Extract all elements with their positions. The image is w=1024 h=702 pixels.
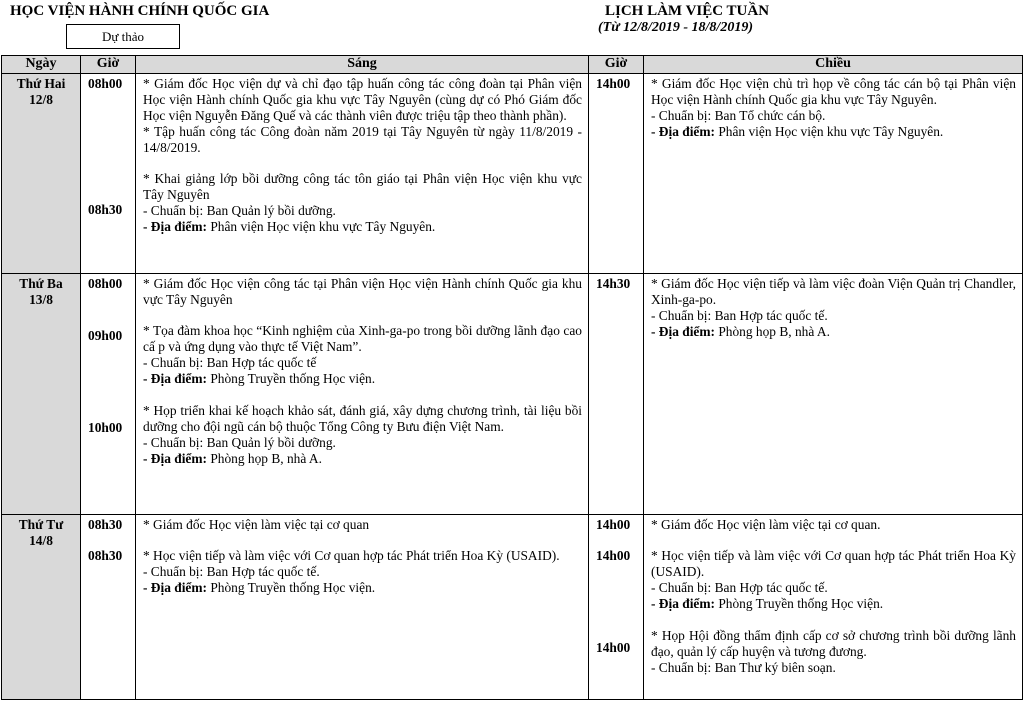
table-header-row xyxy=(2,56,1023,74)
activity-text: * Giám đốc Học viện làm việc tại cơ quan. xyxy=(651,517,881,532)
schedule-table xyxy=(1,55,1023,700)
time-label: 14h00 xyxy=(596,640,631,655)
activity-location: - Địa điểm: Phòng họp B, nhà A. xyxy=(651,324,830,339)
activity-text: * Giám đốc Học viện làm việc tại cơ quan xyxy=(143,517,370,532)
activity-text: * Giám đốc Học viện chủ trì họp về công tác cán bộ tại Phân viện Học viện Hành chính Quốc gia khu vực Tây Nguyên. xyxy=(651,76,1016,107)
time-label: 14h00 xyxy=(596,517,631,532)
day-name: Thứ Ba xyxy=(19,276,63,291)
activity-location: - Địa điểm: Phân viện Học viện khu vực Tây Nguyên. xyxy=(651,124,944,139)
activity-prep: - Chuẩn bị: Ban Thư ký biên soạn. xyxy=(651,660,836,675)
activity-prep: - Chuẩn bị: Ban Hợp tác quốc tế. xyxy=(143,564,320,579)
day-date: 14/8 xyxy=(29,533,53,548)
afternoon-times xyxy=(589,515,644,700)
table-row xyxy=(2,74,1023,274)
day-cell xyxy=(2,74,81,274)
table-row xyxy=(2,274,1023,515)
table-row xyxy=(2,515,1023,700)
afternoon-times xyxy=(589,74,644,274)
draft-label-box: Dự thảo xyxy=(66,24,180,49)
activity-location: - Địa điểm: Phòng Truyền thống Học viện. xyxy=(651,596,884,611)
time-label: 08h00 xyxy=(88,76,123,91)
activity-prep: - Chuẩn bị: Ban Tổ chức cán bộ. xyxy=(651,108,826,123)
time-label: 08h30 xyxy=(88,517,123,532)
day-date: 13/8 xyxy=(29,292,53,307)
column-header-time-afternoon: Giờ xyxy=(589,56,644,74)
time-label: 09h00 xyxy=(88,328,123,343)
activity-location: - Địa điểm: Phân viện Học viện khu vực Tây Nguyên. xyxy=(143,219,436,234)
activity-text: * Giám đốc Học viện công tác tại Phân viện Học viện Hành chính Quốc gia khu vực Tây Nguyên xyxy=(143,276,582,307)
column-header-afternoon: Chiều xyxy=(644,56,1023,74)
morning-times xyxy=(81,74,136,274)
activity-prep: - Chuẩn bị: Ban Quản lý bồi dưỡng. xyxy=(143,203,336,218)
activity-text: * Tọa đàm khoa học “Kinh nghiệm của Xinh-ga-po trong bồi dưỡng lãnh đạo cao cấ p và ứng dụng vào thực tế Việt Nam”. xyxy=(143,323,582,354)
time-label: 08h30 xyxy=(88,548,123,563)
column-header-day: Ngày xyxy=(2,56,81,74)
activity-text: * Học viện tiếp và làm việc với Cơ quan hợp tác Phát triển Hoa Kỳ (USAID). xyxy=(143,548,560,563)
activity-prep: - Chuẩn bị: Ban Quản lý bồi dưỡng. xyxy=(143,435,336,450)
organization-name: HỌC VIỆN HÀNH CHÍNH QUỐC GIA xyxy=(10,3,270,19)
day-date: 12/8 xyxy=(29,92,53,107)
activity-text: * Khai giảng lớp bồi dưỡng công tác tôn giáo tại Phân viện Học viện khu vực Tây Nguyên xyxy=(143,171,582,202)
activity-prep: - Chuẩn bị: Ban Hợp tác quốc tế. xyxy=(651,580,828,595)
afternoon-activities xyxy=(644,515,1023,700)
time-label: 10h00 xyxy=(88,420,123,435)
day-name: Thứ Tư xyxy=(18,517,64,532)
day-cell xyxy=(2,515,81,700)
afternoon-activities xyxy=(644,74,1023,274)
schedule-title: LỊCH LÀM VIỆC TUẦN xyxy=(605,3,770,19)
schedule-date-range: (Từ 12/8/2019 - 18/8/2019) xyxy=(598,20,753,35)
activity-prep: - Chuẩn bị: Ban Hợp tác quốc tế xyxy=(143,355,317,370)
activity-note: * Tập huấn công tác Công đoàn năm 2019 tại Tây Nguyên từ ngày 11/8/2019 - 14/8/2019. xyxy=(143,124,582,155)
morning-activities xyxy=(136,74,589,274)
day-cell xyxy=(2,274,81,515)
activity-location: - Địa điểm: Phòng họp B, nhà A. xyxy=(143,451,322,466)
morning-times xyxy=(81,515,136,700)
column-header-morning: Sáng xyxy=(136,56,589,74)
time-label: 14h30 xyxy=(596,276,631,291)
activity-prep: - Chuẩn bị: Ban Hợp tác quốc tế. xyxy=(651,308,828,323)
morning-activities xyxy=(136,515,589,700)
afternoon-activities xyxy=(644,274,1023,515)
day-name: Thứ Hai xyxy=(16,76,66,91)
morning-activities xyxy=(136,274,589,515)
activity-text: * Giám đốc Học viện tiếp và làm việc đoàn Viện Quản trị Chandler, Xinh-ga-po. xyxy=(651,276,1016,307)
activity-text: * Giám đốc Học viện dự và chỉ đạo tập huấn công tác công đoàn tại Phân viện Học viện Hành chính Quốc gia khu vực Tây Nguyên (cùng dự có Phó Giám đốc Học viện Nguyễn Đăng Quế và các thành viên được triệu tập theo thành phần). xyxy=(143,76,582,123)
column-header-time-morning: Giờ xyxy=(81,56,136,74)
activity-text: * Họp Hội đồng thẩm định cấp cơ sở chương trình bồi dưỡng lãnh đạo, quản lý cấp huyện và tương đương. xyxy=(651,628,1016,659)
activity-location: - Địa điểm: Phòng Truyền thống Học viện. xyxy=(143,371,376,386)
time-label: 08h30 xyxy=(88,202,123,217)
activity-text: * Họp triển khai kế hoạch khảo sát, đánh giá, xây dựng chương trình, tài liệu bồi dưỡng cho đội ngũ cán bộ thuộc Tổng Công ty Bưu điện Việt Nam. xyxy=(143,403,582,434)
activity-location: - Địa điểm: Phòng Truyền thống Học viện. xyxy=(143,580,376,595)
time-label: 08h00 xyxy=(88,276,123,291)
morning-times xyxy=(81,274,136,515)
activity-text: * Học viện tiếp và làm việc với Cơ quan hợp tác Phát triển Hoa Kỳ (USAID). xyxy=(651,548,1016,579)
time-label: 14h00 xyxy=(596,76,631,91)
time-label: 14h00 xyxy=(596,548,631,563)
afternoon-times xyxy=(589,274,644,515)
